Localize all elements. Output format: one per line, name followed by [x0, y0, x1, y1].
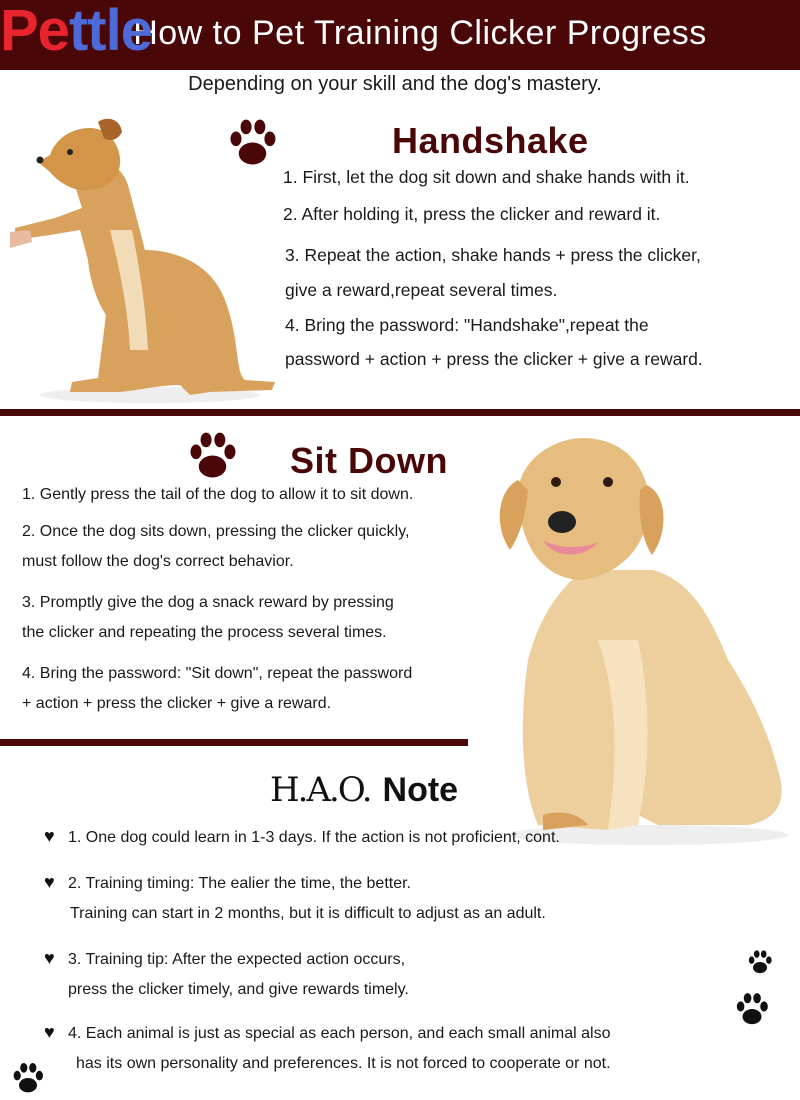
sit-down-dog-image [488, 430, 793, 855]
heart-bullet-icon: ♥ [44, 872, 55, 892]
sit-down-step-4: 4. Bring the password: "Sit down", repeat the password [22, 665, 413, 682]
note-line-2-cont: Training can start in 2 months, but it is difficult to adjust as an adult. [70, 905, 546, 922]
paw-print-icon [746, 948, 774, 976]
handshake-step-4-cont: password + action + press the clicker + give a reward. [285, 349, 703, 369]
paw-print-icon [733, 990, 771, 1028]
note-line-3: 3. Training tip: After the expected action occurs, [68, 951, 406, 968]
sit-down-step-3-cont: the clicker and repeating the process several times. [22, 624, 387, 641]
brand-logo-part1: Pe [0, 0, 69, 63]
hao-logo-text: H.A.O. [270, 770, 371, 810]
note-line-1: 1. One dog could learn in 1-3 days. If the action is not proficient, cont. [68, 829, 560, 846]
note-title: Note [382, 771, 459, 809]
note-heading [270, 770, 458, 810]
note-line-4-cont: has its own personality and preferences. It is not forced to cooperate or not. [76, 1055, 611, 1072]
sit-down-step-1: 1. Gently press the tail of the dog to allow it to sit down. [22, 486, 414, 503]
heart-bullet-icon: ♥ [44, 826, 55, 846]
section-divider [0, 739, 468, 746]
sit-down-step-2-cont: must follow the dog's correct behavior. [22, 553, 294, 570]
sit-down-step-4-cont: + action + press the clicker + give a reward. [22, 695, 332, 712]
handshake-step-3: 3. Repeat the action, shake hands + press the clicker, [285, 245, 701, 265]
heart-bullet-icon: ♥ [44, 948, 55, 968]
paw-print-icon [225, 115, 280, 170]
note-line-3-cont: press the clicker timely, and give rewards timely. [68, 981, 409, 998]
sit-down-step-3: 3. Promptly give the dog a snack reward by pressing [22, 594, 394, 611]
note-line-2: 2. Training timing: The ealier the time, the better. [68, 875, 411, 892]
section-divider [0, 409, 800, 416]
handshake-step-4: 4. Bring the password: "Handshake",repeat the [285, 315, 649, 335]
heart-bullet-icon: ♥ [44, 1022, 55, 1042]
handshake-step-1: 1. First, let the dog sit down and shake hands with it. [283, 167, 690, 187]
sit-down-heading: Sit Down [290, 440, 448, 481]
page-subtitle: Depending on your skill and the dog's mastery. [188, 73, 602, 95]
handshake-heading: Handshake [392, 120, 589, 161]
brand-logo [0, 0, 152, 62]
handshake-step-2: 2. After holding it, press the clicker and reward it. [283, 204, 661, 224]
handshake-step-3-cont: give a reward,repeat several times. [285, 280, 558, 300]
note-line-4: 4. Each animal is just as special as each person, and each small animal also [68, 1025, 611, 1042]
brand-logo-part2: ttle [68, 0, 152, 63]
sit-down-step-2: 2. Once the dog sits down, pressing the clicker quickly, [22, 523, 410, 540]
page-title: How to Pet Training Clicker Progress [133, 14, 707, 52]
paw-print-icon [185, 428, 240, 483]
paw-print-icon [10, 1060, 46, 1096]
